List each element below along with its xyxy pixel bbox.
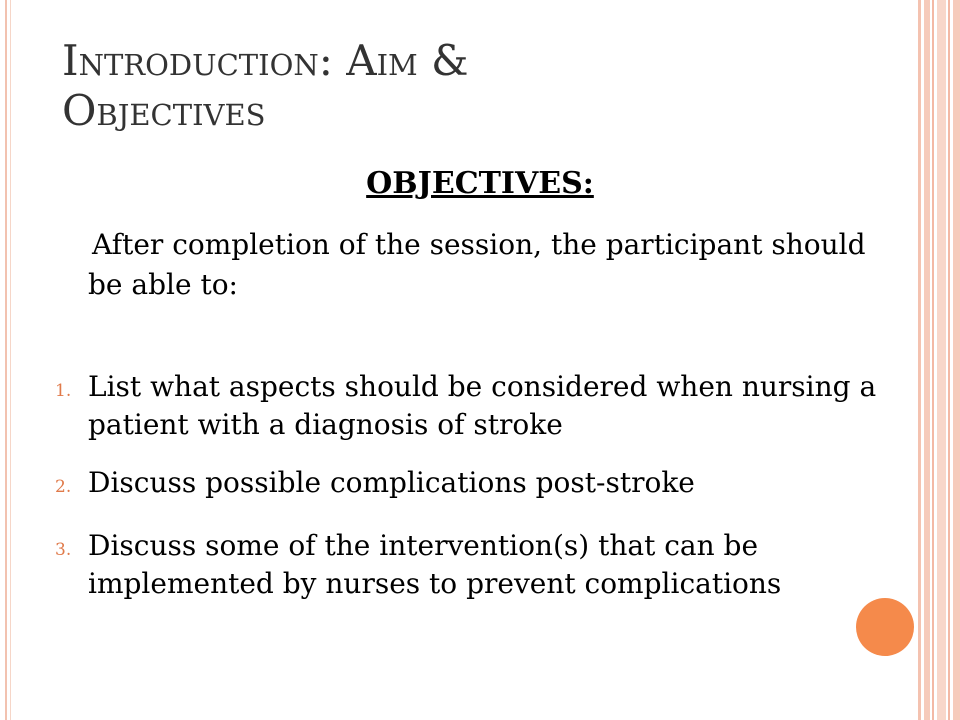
objectives-list — [55, 368, 905, 623]
left-border-line — [5, 0, 7, 720]
left-border-line-inner — [10, 0, 11, 720]
right-stripe — [953, 0, 960, 720]
slide-title — [62, 36, 862, 136]
objectives-heading — [0, 166, 960, 201]
objectives-heading-text: OBJECTIVES: — [366, 166, 594, 201]
title-colon: : — [318, 36, 347, 85]
list-item — [55, 527, 905, 603]
right-stripe — [948, 0, 950, 720]
list-number: 1. — [55, 381, 72, 401]
title-aim: Aim & — [346, 36, 469, 85]
list-number: 3. — [55, 540, 72, 560]
list-item — [55, 464, 905, 507]
list-number: 2. — [55, 477, 72, 497]
right-stripe — [924, 0, 930, 720]
title-objectives: Objectives — [62, 86, 266, 135]
list-item-text: Discuss possible complications post-stroke — [88, 466, 695, 499]
list-item-text: Discuss some of the intervention(s) that can be implemented by nurses to prevent complications — [88, 529, 782, 600]
right-stripe — [937, 0, 946, 720]
list-item — [55, 368, 905, 444]
right-stripe — [932, 0, 934, 720]
list-item-text: List what aspects should be considered when nursing a patient with a diagnosis of stroke — [88, 370, 877, 441]
decorative-circle — [856, 598, 914, 656]
intro-text: After completion of the session, the participant should be able to: — [88, 228, 866, 301]
right-stripe — [918, 0, 921, 720]
title-introduction: Introduction — [62, 36, 319, 85]
